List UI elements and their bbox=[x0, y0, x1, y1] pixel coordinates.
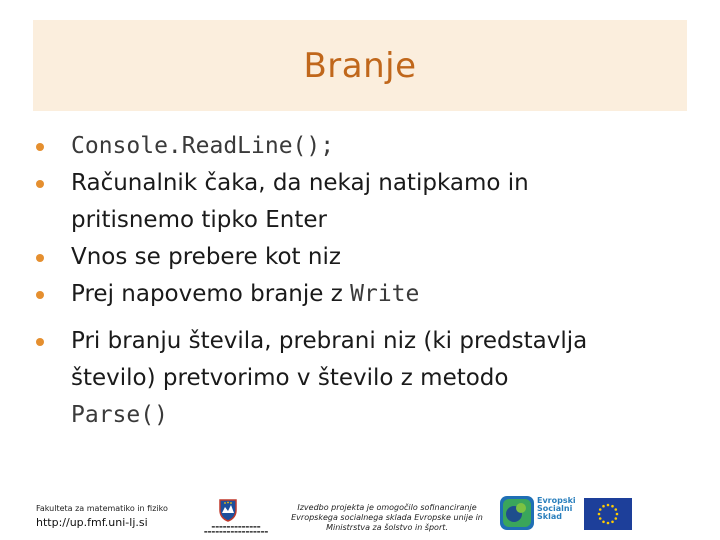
bullet-dot bbox=[36, 254, 44, 262]
bullet-text-line: Prej napovemo branje z bbox=[71, 281, 343, 307]
bullet-dot bbox=[36, 143, 44, 151]
title-bar bbox=[33, 20, 687, 111]
esf-label: Evropski Socialni Sklad bbox=[537, 496, 576, 521]
bullet-item-3 bbox=[36, 239, 686, 276]
bullet-dot bbox=[36, 338, 44, 346]
faculty-name: Fakulteta za matematiko in fiziko bbox=[36, 504, 168, 513]
bullet-item-5 bbox=[36, 323, 686, 434]
footer bbox=[0, 488, 720, 540]
slide-title: Branje bbox=[303, 45, 417, 86]
ministry-logo-text: ▬▬▬▬▬▬▬▬▬▬▬▬▬ ▬▬▬▬▬▬▬▬▬▬▬▬▬▬▬▬▬ bbox=[203, 524, 269, 534]
bullet-text-line: Vnos se prebere kot niz bbox=[71, 244, 341, 270]
bullet-dot bbox=[36, 291, 44, 299]
bullet-list bbox=[36, 128, 686, 434]
funding-note: Izvedbo projekta je omogočilo sofinanciranje Evropskega socialnega sklada Evropske unije in Ministrstva za šolstvo in šport. bbox=[291, 503, 483, 532]
esf-logo-icon bbox=[500, 496, 534, 530]
bullet-text-line: Pri branju števila, prebrani niz (ki predstavlja bbox=[71, 328, 588, 354]
code-write: Write bbox=[350, 281, 420, 307]
eu-flag-icon bbox=[584, 498, 632, 530]
bullet-item-1 bbox=[36, 128, 686, 165]
bullet-dot bbox=[36, 180, 44, 188]
bullet-text-line: Računalnik čaka, da nekaj natipkamo in bbox=[71, 170, 529, 196]
bullet-item-4 bbox=[36, 276, 686, 313]
bullet-text-line: število) pretvorimo v število z metodo bbox=[71, 365, 509, 391]
faculty-url[interactable]: http://up.fmf.uni-lj.si bbox=[36, 516, 148, 529]
code-parse: Parse() bbox=[71, 402, 168, 428]
bullet-text-line: pritisnemo tipko Enter bbox=[71, 207, 327, 233]
code-console-readline: Console.ReadLine(); bbox=[71, 133, 335, 159]
slovenia-crest-icon bbox=[216, 498, 240, 522]
bullet-item-2 bbox=[36, 165, 686, 239]
